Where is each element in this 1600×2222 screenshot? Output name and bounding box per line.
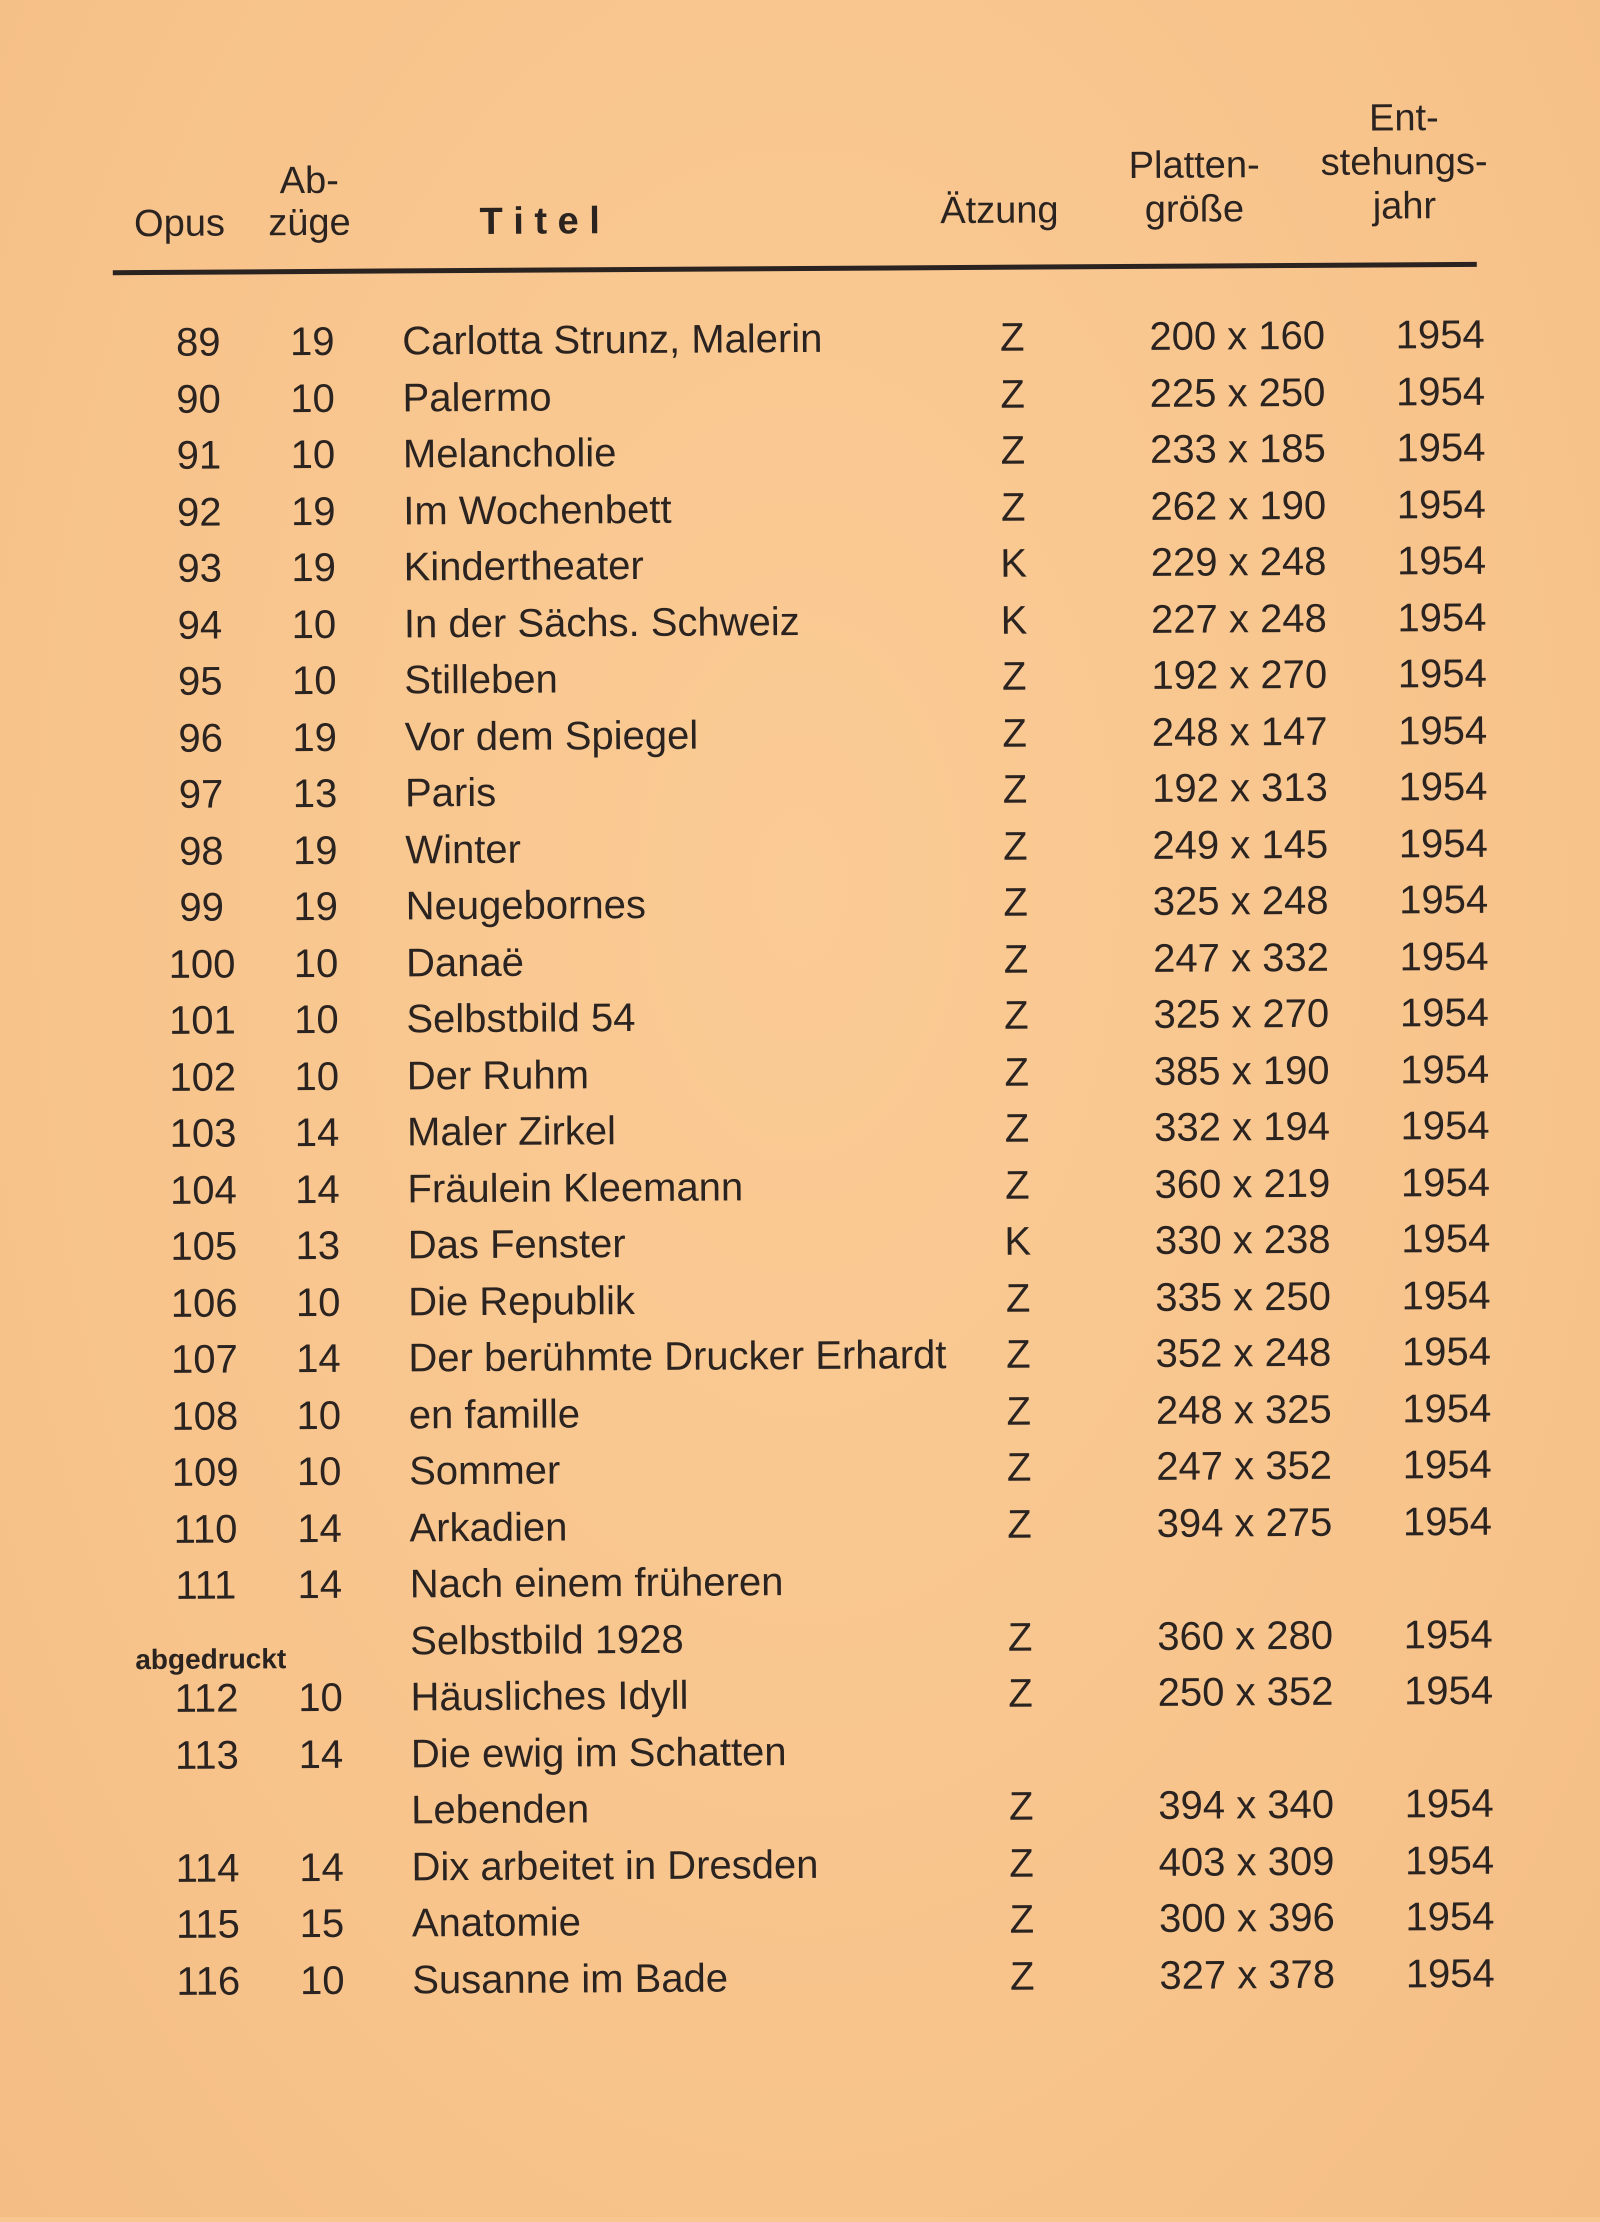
row-etching: Z [1000,428,1026,473]
header-opus: Opus [133,202,226,246]
row-prints: 10 [294,997,339,1043]
row-size: 229 x 248 [1150,539,1327,585]
row-size: 250 x 352 [1157,1669,1334,1715]
row-title: Der berühmte Drucker Erhardt [408,1333,947,1381]
row-size: 327 x 378 [1159,1952,1336,1998]
row-etching: Z [1003,880,1029,925]
row-etching: Z [1008,1671,1033,1716]
header-title: T i t e l [479,200,601,243]
row-opus: 102 [169,1054,237,1100]
row-prints: 14 [296,1336,341,1382]
row-etching: Z [1008,1784,1034,1829]
row-size: 248 x 325 [1155,1387,1332,1433]
row-title: Die Republik [407,1278,636,1324]
row-opus: 103 [169,1111,237,1156]
row-year: 1954 [1400,1047,1490,1092]
row-title: Kindertheater [403,543,644,590]
row-etching: Z [1009,1897,1035,1942]
row-etching: K [1004,1219,1032,1264]
row-size: 227 x 248 [1150,596,1327,642]
row-size: 330 x 238 [1154,1217,1331,1263]
row-year: 1954 [1400,1103,1490,1149]
row-prints: 14 [297,1506,342,1551]
row-opus: 92 [176,490,222,535]
header-etching: Ätzung [940,189,1059,233]
row-etching: Z [1000,485,1026,530]
row-year: 1954 [1403,1612,1493,1657]
row-year: 1954 [1398,708,1488,753]
row-opus: 108 [171,1393,239,1439]
header-divider [113,262,1477,275]
row-opus: 101 [168,998,236,1043]
row-prints: 19 [293,884,339,930]
row-size: 360 x 219 [1154,1161,1331,1207]
row-etching: K [1000,541,1028,586]
row-etching: Z [1006,1445,1032,1490]
row-opus: 107 [170,1337,238,1382]
row-opus: 105 [170,1224,238,1269]
row-year: 1954 [1401,1273,1491,1318]
row-prints: 10 [299,1958,345,2003]
row-prints: 10 [296,1449,342,1495]
row-opus: 112 [174,1676,239,1721]
row-title: Neugebornes [405,882,647,929]
row-opus: 89 [175,320,221,365]
row-opus: 99 [179,885,225,930]
row-etching: Z [1006,1389,1032,1434]
row-title: Carlotta Strunz, Malerin [402,316,823,364]
row-etching: Z [1009,1954,1035,1999]
row-year: 1954 [1401,1216,1491,1262]
row-title: Sommer [409,1448,561,1494]
row-etching: Z [1009,1841,1034,1886]
row-title: Palermo [402,375,552,420]
row-size: 403 x 309 [1158,1839,1335,1885]
row-size: 248 x 147 [1151,709,1328,755]
row-size: 325 x 248 [1152,878,1329,924]
header-year-line2: stehungs- [1320,140,1488,184]
row-opus: 91 [176,433,222,478]
row-prints: 13 [292,771,338,817]
row-prints: 10 [296,1393,342,1438]
row-year: 1954 [1403,1668,1494,1714]
row-opus: 113 [174,1732,239,1778]
row-etching: Z [1004,1050,1030,1095]
row-etching: Z [1004,993,1029,1038]
row-etching: Z [1000,372,1025,417]
row-prints: 10 [298,1675,343,1721]
row-title: Anatomie [411,1900,582,1946]
row-title: Häusliches Idyll [410,1673,689,1720]
row-opus: 90 [176,377,221,422]
header-prints-line1: Ab- [279,159,339,203]
row-title: Danaë [405,940,525,985]
row-title: Stilleben [404,657,558,703]
row-size: 192 x 313 [1151,765,1328,811]
row-size: 394 x 275 [1156,1500,1333,1546]
row-prints: 10 [294,1054,340,1099]
row-prints: 19 [290,489,336,534]
row-size: 300 x 396 [1158,1895,1335,1941]
row-size: 192 x 270 [1151,652,1328,698]
row-opus: 109 [171,1450,239,1495]
row-prints: 13 [295,1223,341,1269]
row-year: 1954 [1396,482,1486,527]
row-size: 247 x 352 [1156,1443,1333,1489]
row-title: Im Wochenbett [403,487,672,533]
row-etching: Z [1001,654,1027,699]
row-title: Susanne im Bade [412,1955,729,2002]
row-title: Winter [405,827,522,872]
row-size: 233 x 185 [1149,426,1326,472]
row-size: 249 x 145 [1152,822,1329,868]
row-size: 200 x 160 [1149,313,1326,359]
row-size: 332 x 194 [1154,1104,1331,1150]
row-prints: 14 [294,1110,340,1156]
printed-note: abgedruckt [135,1643,287,1676]
row-year: 1954 [1404,1781,1494,1827]
row-title: Nach einem früheren [409,1560,784,1607]
row-title: Fräulein Kleemann [407,1164,744,1211]
row-year: 1954 [1399,934,1489,979]
row-title: Paris [404,770,497,816]
row-opus: 93 [177,546,223,591]
row-year: 1954 [1404,1838,1495,1883]
row-etching: Z [1002,767,1028,812]
row-year: 1954 [1397,651,1487,697]
row-etching: Z [1007,1615,1033,1660]
row-opus: 115 [175,1902,240,1947]
row-year: 1954 [1396,538,1487,584]
row-title: Arkadien [409,1504,568,1550]
row-year: 1954 [1395,369,1486,414]
row-title: Melancholie [402,431,617,477]
row-title: Vor dem Spiegel [404,713,699,759]
row-opus: 111 [175,1563,237,1608]
row-year: 1954 [1402,1442,1492,1488]
row-year: 1954 [1402,1386,1492,1431]
row-prints: 19 [291,545,337,591]
row-prints: 10 [290,432,336,478]
row-opus: 97 [178,772,224,817]
row-size: 394 x 340 [1158,1782,1335,1828]
row-size: 352 x 248 [1155,1330,1332,1376]
row-prints: 14 [297,1562,343,1608]
row-title: Dix arbeitet in Dresden [411,1842,819,1889]
row-opus: 114 [175,1845,240,1891]
row-opus: 95 [177,659,223,704]
row-title: Der Ruhm [406,1052,590,1098]
row-prints: 10 [295,1280,341,1325]
row-year: 1954 [1398,764,1488,810]
row-title: Selbstbild 54 [406,996,636,1042]
row-size: 335 x 250 [1155,1274,1332,1320]
row-year: 1954 [1401,1329,1492,1375]
row-etching: Z [1002,824,1028,869]
row-year: 1954 [1399,990,1489,1036]
row-title: Das Fenster [407,1222,626,1268]
row-year: 1954 [1405,1951,1495,1996]
row-prints: 10 [290,376,335,421]
row-title: Lebenden [411,1787,590,1833]
header-prints-line2: züge [268,201,351,245]
row-prints: 10 [291,658,337,704]
row-size: 225 x 250 [1149,370,1326,416]
row-etching: Z [1007,1502,1032,1547]
row-size: 262 x 190 [1150,483,1327,529]
row-prints: 19 [292,715,338,760]
row-etching: Z [999,315,1025,360]
row-year: 1954 [1396,425,1486,471]
header-year-line1: Ent- [1368,97,1439,140]
row-size: 247 x 332 [1153,935,1330,981]
row-size: 385 x 190 [1153,1048,1330,1094]
row-opus: 116 [176,1958,241,2004]
row-etching: Z [1002,711,1028,756]
row-year: 1954 [1395,312,1485,358]
row-prints: 14 [298,1732,344,1777]
row-prints: 15 [299,1901,345,1947]
row-opus: 96 [178,716,224,761]
row-prints: 19 [292,828,338,873]
row-etching: K [1000,598,1028,643]
row-size: 360 x 280 [1157,1613,1334,1659]
row-size: 325 x 270 [1153,991,1330,1037]
row-prints: 10 [293,941,339,986]
row-year: 1954 [1405,1894,1495,1940]
row-year: 1954 [1398,821,1488,866]
row-etching: Z [1005,1276,1031,1321]
row-title: Die ewig im Schatten [410,1729,787,1776]
row-etching: Z [1004,1106,1030,1151]
row-opus: 106 [170,1280,238,1326]
row-opus: 110 [173,1506,238,1552]
row-title: en famille [408,1391,581,1437]
row-opus: 98 [178,829,224,874]
row-title: In der Sächs. Schweiz [403,599,800,646]
row-opus: 104 [169,1167,237,1213]
header-year-line3: jahr [1372,185,1437,228]
row-year: 1954 [1400,1160,1491,1205]
row-year: 1954 [1402,1499,1493,1544]
row-title: Maler Zirkel [406,1109,617,1155]
row-etching: Z [1006,1332,1031,1377]
header-plate-size-line1: Platten- [1128,144,1260,187]
row-prints: 10 [291,602,337,647]
row-title: Selbstbild 1928 [410,1617,684,1663]
row-opus: 100 [168,941,236,987]
row-opus: 94 [177,603,223,648]
row-etching: Z [1003,937,1029,982]
row-year: 1954 [1399,877,1489,923]
header-plate-size-line2: größe [1144,188,1245,231]
row-prints: 14 [295,1167,340,1212]
row-etching: Z [1005,1163,1030,1208]
row-year: 1954 [1397,595,1487,640]
row-prints: 14 [299,1845,344,1890]
row-prints: 19 [289,319,335,365]
